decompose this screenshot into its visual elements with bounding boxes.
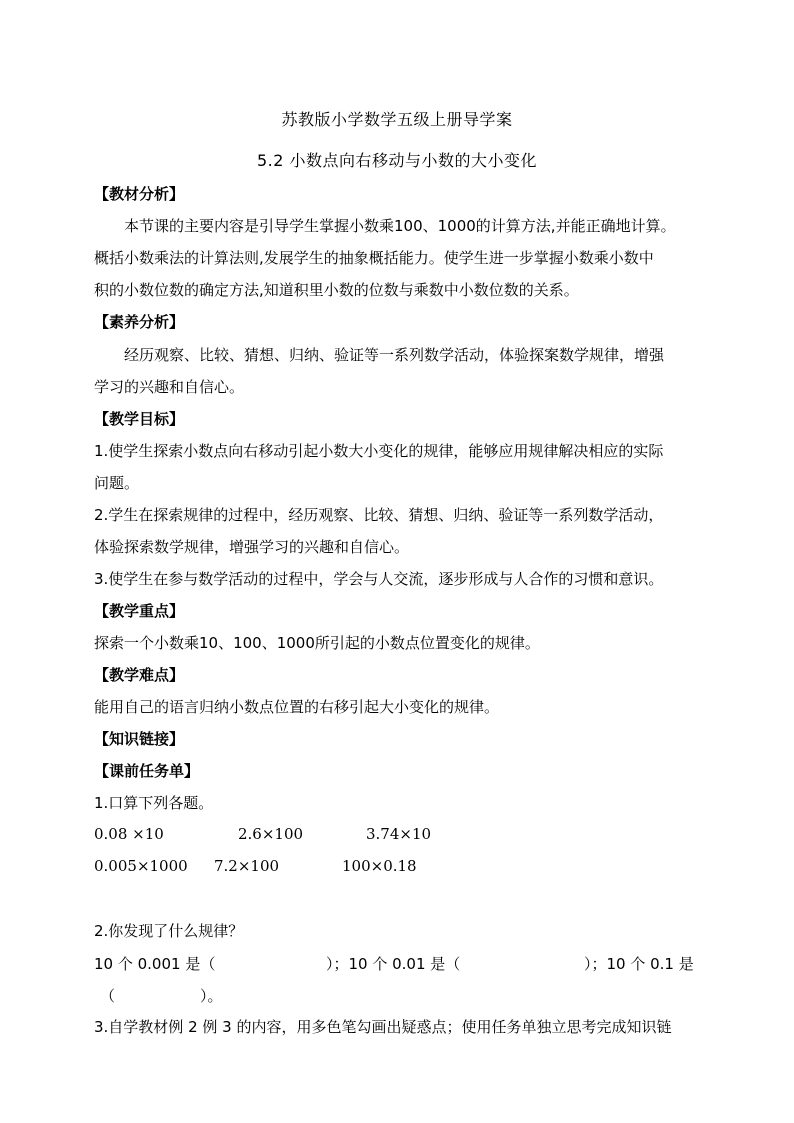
paragraph-line: 经历观察、比较、猜想、归纳、验证等一系列数学活动，体验探案数学规律，增强 — [124, 346, 665, 364]
paragraph-line: 问题。 — [94, 474, 140, 492]
section-heading-difficulties: 【教学难点】 — [94, 666, 185, 684]
paragraph-line: 探索一个小数乘10、100、1000所引起的小数点位置变化的规律。 — [94, 634, 540, 652]
paragraph-line: 积的小数位数的确定方法,知道积里小数的位数与乘数中小数位数的关系。 — [94, 281, 579, 299]
fill-blank-part: ）；10 个 0.1 是 — [584, 955, 694, 973]
section-heading-objectives: 【教学目标】 — [94, 410, 185, 428]
question-3: 3.自学教材例 2 例 3 的内容，用多色笔勾画出疑惑点；使用任务单独立思考完成知识链 — [94, 1018, 672, 1036]
section-heading-textbook-analysis: 【教材分析】 — [94, 185, 185, 203]
paragraph-line: 2.学生在探索规律的过程中，经历观察、比较、猜想、归纳、验证等一系列数学活动， — [94, 506, 664, 524]
section-heading-pre-class: 【课前任务单】 — [94, 762, 200, 780]
question-1: 1.口算下列各题。 — [94, 794, 214, 812]
question-2: 2.你发现了什么规律？ — [94, 922, 244, 940]
paragraph-line: 概括小数乘法的计算法则,发展学生的抽象概括能力。使学生进一步掌握小数乘小数中 — [94, 249, 654, 267]
lesson-title: 5.2 小数点向右移动与小数的大小变化 — [256, 151, 538, 170]
paragraph-line: 本节课的主要内容是引导学生掌握小数乘100、1000的计算方法,并能正确地计算。 — [124, 217, 676, 235]
fill-blank-part: 10 个 0.001 是（ — [94, 955, 216, 973]
calc-item: 0.005×1000 — [94, 857, 188, 875]
paragraph-line: 1.使学生探索小数点向右移动引起小数大小变化的规律，能够应用规律解决相应的实际 — [94, 442, 664, 460]
fill-blank-part: ）。 — [200, 987, 223, 1005]
paragraph-line: 3.使学生在参与数学活动的过程中，学会与人交流，逐步形成与人合作的习惯和意识。 — [94, 570, 664, 588]
paragraph-line: 能用自己的语言归纳小数点位置的右移引起大小变化的规律。 — [94, 698, 500, 716]
calc-item: 0.08 ×10 — [94, 825, 164, 843]
section-heading-key-points: 【教学重点】 — [94, 602, 185, 620]
calc-item: 3.74×10 — [366, 825, 432, 843]
paragraph-line: 学习的兴趣和自信心。 — [94, 378, 245, 396]
document-title: 苏教版小学数学五级上册导学案 — [281, 110, 513, 129]
paragraph-line: 体验探索数学规律，增强学习的兴趣和自信心。 — [94, 538, 410, 556]
calc-item: 7.2×100 — [214, 857, 280, 875]
fill-blank-part: ）；10 个 0.01 是（ — [326, 955, 461, 973]
fill-blank-part: （ — [100, 987, 116, 1005]
section-heading-literacy-analysis: 【素养分析】 — [94, 313, 185, 331]
section-heading-knowledge-link: 【知识链接】 — [94, 730, 185, 748]
calc-item: 100×0.18 — [342, 857, 417, 875]
calc-item: 2.6×100 — [238, 825, 304, 843]
